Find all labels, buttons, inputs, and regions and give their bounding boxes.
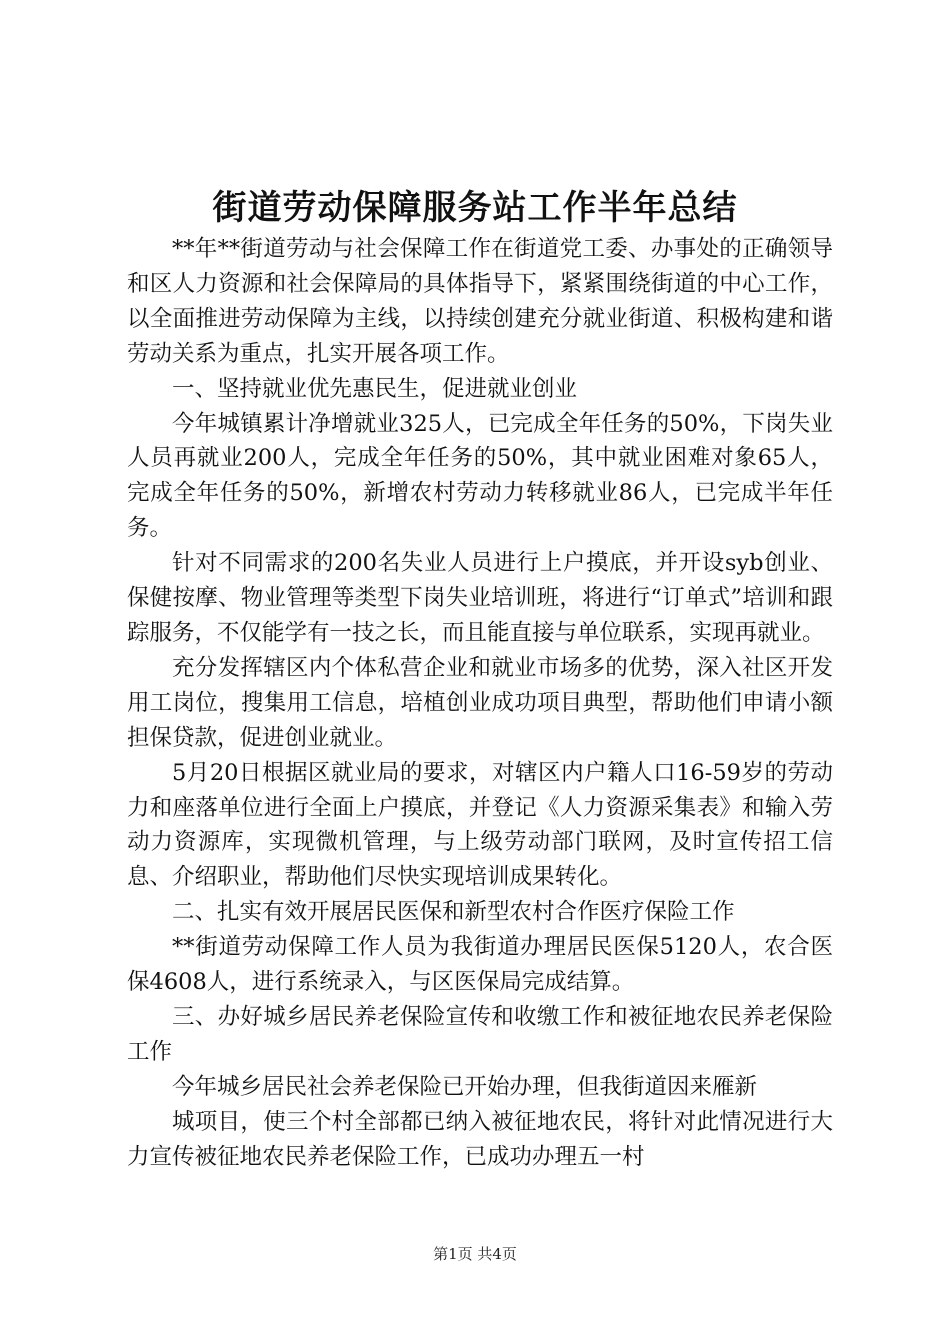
section-heading-1: 一、坚持就业优先惠民生，促进就业创业 xyxy=(172,375,578,402)
paragraph-training: 针对不同需求的200名失业人员进行上户摸底，并开设syb创业、保健按摩、物业管理等类型下岗失业培训班，将进行“订单式”培训和跟踪服务，不仅能学有一技之长，而且能直接与单位联系，实现再就业。 xyxy=(127,550,833,646)
paragraph-medical-insurance: **街道劳动保障工作人员为我街道办理居民医保5120人，农合医保4608人，进行系统录入，与区医保局完成结算。 xyxy=(127,934,833,996)
section-heading-3: 三、办好城乡居民养老保险宣传和收缴工作和被征地农民养老保险工作 xyxy=(127,1003,833,1065)
document-body xyxy=(127,232,833,1174)
paragraph-employment-stats: 今年城镇累计净增就业325人，已完成全年任务的50%，下岗失业人员再就业200人，完成全年任务的50%，其中就业困难对象65人，完成全年任务的50%，新增农村劳动力转移就业86人，已完成半年任务。 xyxy=(127,410,833,542)
page-footer: 第1页 共4页 xyxy=(433,1245,517,1263)
paragraph-entrepreneurship: 充分发挥辖区内个体私营企业和就业市场多的优势，深入社区开发用工岗位，搜集用工信息，培植创业成功项目典型，帮助他们申请小额担保贷款，促进创业就业。 xyxy=(127,654,833,751)
paragraph-pension-1: 今年城乡居民社会养老保险已开始办理，但我街道因来雁新 xyxy=(172,1073,758,1100)
paragraph-intro: **年**街道劳动与社会保障工作在街道党工委、办事处的正确领导和区人力资源和社会保障局的具体指导下，紧紧围绕街道的中心工作，以全面推进劳动保障为主线，以持续创建充分就业街道、积极构建和谐劳动关系为重点，扎实开展各项工作。 xyxy=(127,236,833,367)
section-heading-2: 二、扎实有效开展居民医保和新型农村合作医疗保险工作 xyxy=(172,899,735,926)
paragraph-survey: 5月20日根据区就业局的要求，对辖区内户籍人口16-59岁的劳动力和座落单位进行全面上户摸底，并登记《人力资源采集表》和输入劳动力资源库，实现微机管理，与上级劳动部门联网，及时宣传招工信息、介绍职业，帮助他们尽快实现培训成果转化。 xyxy=(127,759,833,891)
paragraph-pension-2: 城项目，使三个村全部都已纳入被征地农民，将针对此情况进行大力宣传被征地农民养老保险工作，已成功办理五一村 xyxy=(127,1108,833,1170)
document-title: 街道劳动保障服务站工作半年总结 xyxy=(212,188,738,228)
